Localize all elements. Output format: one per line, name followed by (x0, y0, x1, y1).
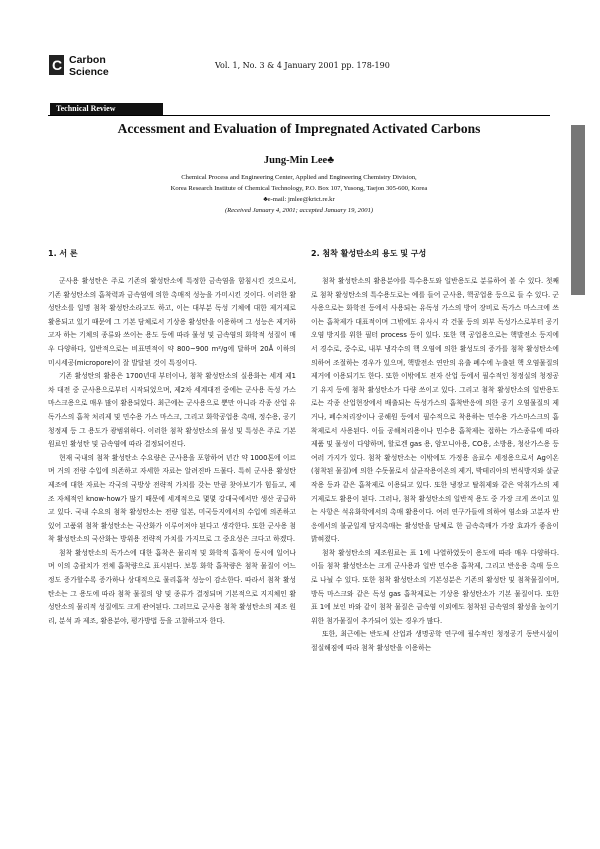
journal-info: Vol. 1, No. 3 & 4 January 2001 pp. 178-190 (215, 61, 390, 70)
received-dates: (Received January 4, 2001; accepted January 19, 2001) (224, 207, 374, 214)
affiliation-line-2: Korea Research Institute of Chemical Technology, P.O. Box 107, Yusong, Taejon 305-600, Korea (170, 185, 428, 192)
article-author: Jung-Min Lee♣ (263, 155, 335, 166)
header-rule (48, 115, 550, 116)
right-column (311, 248, 559, 656)
right-paragraph: 또한, 최근에는 반도체 산업과 생명공학 연구에 필수적인 청정공기 동반시설이 절실해짐에 따라 첨착 활성탄을 이용하는 (311, 630, 559, 653)
author-email: ♣e-mail: jmlee@krict.re.kr (263, 196, 335, 203)
journal-logo-icon: C (51, 57, 63, 73)
journal-logo-text (69, 54, 109, 78)
affiliation-line-1: Chemical Process and Engineering Center, Applied and Engineering Chemistry Division, (181, 174, 417, 181)
article-title: Accessment and Evaluation of Impregnated Activated Carbons (117, 121, 481, 136)
left-paragraph: 군사용 활성탄은 주로 기존의 활성탄소에 특정한 금속염을 함침시킨 것으로서, 기존 활성탄소의 흡착력과 금속염에 의한 촉매적 성능을 가미시킨 것이다. 이러한 활성탄소를 일명 첨착 활성탄소라고도 하고, 이는 대부분 독성 기체에 대한 제거제로 활용되고 있기 때문에 그 기본 담체로서 기상용 활성탄을 이용하며 그 성능은 제거하고자 하는 기체의 종류와 쓰이는 용도 등에 따라 물성 및 금속염의 화학적 성질이 매우 다양하다, 일반적으로는 비표면적이 약 800~900 m²/g에 달하며 20Å 이하의 미시세공(micropore)이 잘 발달된 것이 특징이다. (48, 277, 296, 367)
left-paragraph: 첨착 활성탄소의 독가스에 대한 흡착은 물리적 및 화학적 흡착이 동시에 일어나며 이의 총괄치가 전체 흡착량으로 표시된다. 보통 화학 흡착량은 첨착 물질이 어느 정도 증가할수록 증가하나 상대적으로 물리흡착 성능이 감소한다. 따라서 첨착 활성탄소는 그 용도에 따라 첨착 물질의 양 및 종류가 결정되며 기본적으로 지지체인 활성탄소의 물리적 성질에도 크게 관여된다. 그러므로 군사용 첨착 활성탄소의 제조 원리, 분석 과 제조, 활용분야, 평가방법 등을 고찰하고자 한다. (48, 548, 296, 625)
left-column (48, 248, 296, 628)
left-paragraph: 현재 국내의 첨착 활성탄소 수요량은 군사용을 포함하여 년간 약 1000톤에 이르며 거의 전량 수입에 의존하고 자세한 자료는 알려진바 드물다. 특히 군사용 활성탄 제조에 대한 자료는 각국의 국방상 전략적 가치를 갖는 만큼 찾아보기가 힘들고, 제조 자체적인 know-how가 많기 때문에 세계적으로 몇몇 강대국에서만 생산 공급하고 있다. 국내 수요의 첨착 활성탄소는 전량 일본, 미국등지에서의 수입에 의존하고 있어 고품위 첨착 활성탄소는 국산화가 이루어져야 된다고 생각한다. 또한 군사용 첨착 활성탄소의 국산화는 방위용 전략적 가치를 가지므로 그 중요성은 크다고 하겠다. (48, 453, 296, 544)
logo-text-line1: Carbon (69, 54, 106, 66)
right-paragraph: 첨착 활성탄소의 제조원료는 표 1에 나열하였듯이 용도에 따라 매우 다양하다. 이들 첨착 활성탄소는 크게 군사용과 일반 민수용 흡착제, 그리고 반응용 촉매 등으로 나뉠 수 있다. 또한 첨착 활성탄소의 기본성분은 기존의 활성탄 및 첨착물질이며, 방독 마스크와 같은 독성 gas 흡착제로는 기상용 활성탄소가 기본 물질이다. 또한 표 1에 보인 바와 같이 첨착 물질은 금속염 이외에도 첨착된 금속염의 활성을 높이기 위한 첨가물질이 추가되어 있는 경우가 많다. (311, 548, 559, 625)
logo-text-line2: Science (69, 66, 109, 78)
section-heading-introduction: 1. 서 론 (48, 249, 78, 258)
article-type-label: Technical Review (50, 103, 163, 115)
left-paragraph: 기존 활성탄의 활용은 1700년대 부터이나, 첨착 활성탄소의 실용화는 세계 제1차 대전 중 군사용으로부터 시작되었으며, 제2차 세계대전 중에는 군사용 독성 가스 마스크용으로 매우 많이 활용되었다. 최근에는 군사용으로 뿐만 아니라 각종 산업 유독가스의 흡착 처리제 및 민수용 가스 마스크, 그리고 화학공업용 촉매, 정수용, 공기청정제 등 그 용도가 광범위하다. 이러한 첨착 활성탄소의 물성 및 특성은 주로 기본원료인 활성탄 및 금속염에 따라 결정되어진다. (48, 372, 296, 449)
section-heading-uses: 2. 첨착 활성탄소의 용도 및 구성 (311, 249, 427, 258)
page-side-tab (571, 125, 585, 295)
right-paragraph: 첨착 활성탄소의 활용분야를 특수용도와 일반용도로 분류하여 볼 수 있다. 첫째로 첨착 활성탄소의 특수용도로는 예를 들어 군사용, 핵공업용 등으로 들 수 있다. 군사용으로는 화학전 등에서 사용되는 유독성 가스의 방어 장비로 독가스 마스크에 쓰이는 흡착제가 대표적이며 그밖에도 유사시 각 건물 등의 외부 독성가스로부터 공기오염 방지를 위한 필터 process 등이 있다. 또한 핵 공업용으로는 핵발전소 등지에서 경수로, 중수로, 내부 냉각수의 핵 오염에 의한 활성도의 증가를 첨착 활성탄소에 의하여 조절하는 경우가 있으며, 핵발전소 연안의 유출 폐수에 누출된 핵 오염물질의 제거에 이용되기도 한다. 또한 이밖에도 전자 산업 등에서 필수적인 청정실의 청정공기 유지 등에 첨착 활성탄소가 다량 쓰이고 있다. 그리고 첨착 활성탄소의 일반용도로는 각종 산업현장에서 배출되는 독성가스의 흡착반응에 의한 공기 오염물질의 제거나, 폐수처리장이나 공해원 등에서 필수적으로 착용하는 민수용 가스마스크의 흡착제로서 사용된다. 이들 공해처리용이나 민수용 흡착제는 접하는 가스종류에 따라 제품 및 물성이 다양하며, 할로겐 gas 용, 암모니아용, CO용, 소방용, 청산가스용 등 여러 가지가 있다. 첨착 활성탄소는 이밖에도 가정용 음료수 세정용으로서 Ag이온(첨착된 물질)에 의한 수돗물로서 살균작용이온의 제거, 박테리아의 번식방지와 살균작용 등과 같은 흡착제로 이용되고 있다. 또한 냉장고 탈취제와 같은 악취가스의 제거제로도 활용이 된다. 그러나, 첨착 활성탄소의 일반적 용도 중 가장 크게 쓰이고 있는 사항은 석유화학에서의 촉매 활용이다. 여러 연구가들에 의하여 염소와 고분자 반응에서의 불균일계 담지촉매는 활성탄을 담체로 한 금속촉매가 가장 효과가 좋음이 밝혀졌다. (311, 277, 559, 544)
